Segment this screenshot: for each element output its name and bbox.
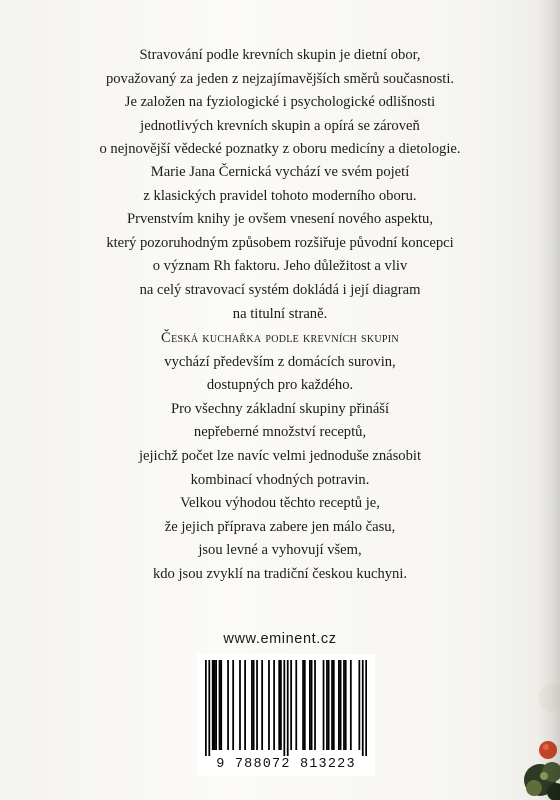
spine-shadow — [538, 0, 560, 800]
barcode-bar — [290, 660, 292, 750]
barcode-bar — [232, 660, 234, 750]
barcode-bar — [323, 660, 325, 750]
barcode-bar — [205, 660, 207, 756]
text-line: jejichž počet lze navíc velmi jednoduše znásobit — [138, 447, 422, 464]
barcode-bar — [328, 660, 330, 750]
barcode-bar — [309, 660, 311, 750]
text-line: nepřeberné množství receptů, — [193, 424, 367, 441]
barcode-bar — [358, 660, 360, 750]
book-title: Česká kuchařka podle krevních skupin — [161, 330, 399, 346]
text-line: Prvenstvím knihy je ovšem vnesení nového aspektu, — [126, 211, 434, 228]
barcode-bar — [253, 660, 255, 750]
barcode-bar — [208, 660, 210, 756]
text-line: o význam Rh faktoru. Jeho důležitost a vliv — [152, 258, 408, 275]
barcode-bar — [333, 660, 335, 750]
barcode-bar — [295, 660, 297, 750]
text-line: kombinací vhodných potravin. — [190, 471, 370, 488]
text-line: o nejnovější vědecké poznatky z oboru medicíny a dietologie. — [99, 141, 461, 158]
barcode-bar — [280, 660, 282, 750]
barcode-bar — [287, 660, 289, 756]
publisher-url: www.eminent.cz — [223, 631, 337, 647]
barcode-bar — [227, 660, 229, 750]
barcode-bar — [283, 660, 285, 756]
isbn-digits: 9 788072 813223 — [216, 757, 356, 772]
text-line: vychází především z domácích surovin, — [164, 353, 396, 370]
text-line: Je založen na fyziologické i psychologické odlišnosti — [124, 94, 436, 111]
barcode-bar — [244, 660, 246, 750]
text-line: Stravování podle krevních skupin je dietní obor, — [139, 47, 421, 63]
barcode-bar — [251, 660, 253, 750]
barcode-bars — [205, 660, 367, 756]
text-line: kdo jsou zvyklí na tradiční českou kuchyni. — [152, 565, 408, 582]
barcode-bar — [343, 660, 345, 750]
barcode-bar — [268, 660, 270, 750]
text-line: dostupných pro každého. — [206, 377, 354, 394]
barcode-bar — [256, 660, 258, 750]
barcode-bar — [215, 660, 217, 750]
text-line: jsou levné a vyhovují všem, — [198, 542, 362, 559]
paragraph-book — [40, 327, 520, 587]
text-line: Marie Jana Černická vychází ve svém pojetí — [150, 164, 410, 180]
barcode-bar — [314, 660, 316, 750]
text-line: který pozoruhodným způsobem rozšiřuje původní koncepci — [106, 234, 454, 251]
barcode-bar — [345, 660, 347, 750]
barcode-bar — [340, 660, 342, 750]
paragraph-intro — [40, 44, 520, 162]
text-line: že jejich příprava zabere jen málo času, — [164, 518, 396, 535]
text-line: na titulní straně. — [232, 305, 328, 322]
text-line: na celý stravovací systém dokládá i její diagram — [139, 281, 421, 298]
text-line: z klasických pravidel tohoto moderního oboru. — [143, 187, 417, 204]
text-line: Velkou výhodou těchto receptů je, — [180, 495, 380, 512]
barcode-bar — [304, 660, 306, 750]
barcode-bar — [311, 660, 313, 750]
barcode-bar — [278, 660, 280, 750]
barcode-bar — [273, 660, 275, 750]
text-line: jednotlivých krevních skupin a opírá se zároveň — [140, 117, 420, 134]
barcode-bar — [326, 660, 328, 750]
barcode-bar — [220, 660, 222, 750]
barcode-bar — [302, 660, 304, 750]
barcode-bar — [362, 660, 364, 756]
paragraph-author — [40, 161, 520, 326]
barcode-bar — [219, 660, 221, 750]
barcode-bar — [365, 660, 367, 756]
barcode-bar — [350, 660, 352, 750]
isbn-barcode — [197, 654, 375, 776]
text-line: považovaný za jeden z nejzajímavějších směrů současnosti. — [105, 70, 455, 87]
text-line: Pro všechny základní skupiny přináší — [170, 400, 390, 417]
barcode-bar — [338, 660, 340, 750]
barcode-bar — [239, 660, 241, 750]
barcode-bar — [331, 660, 333, 750]
barcode-bar — [214, 660, 216, 750]
barcode-bar — [261, 660, 263, 750]
barcode-bar — [212, 660, 214, 750]
